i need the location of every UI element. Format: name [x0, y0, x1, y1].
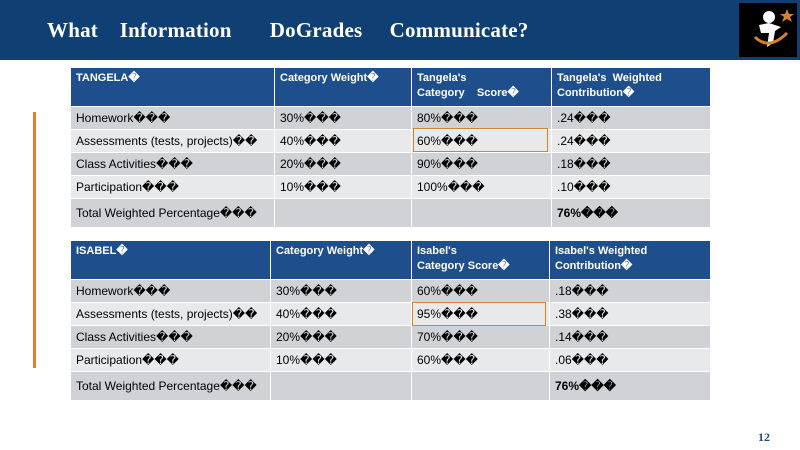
header-contribution: Isabel's Weighted Contribution�: [550, 241, 711, 280]
logo-icon: [739, 3, 797, 57]
score-cell: 70%���: [412, 326, 550, 349]
weight-cell: 40%���: [271, 303, 412, 326]
table-row: [71, 280, 711, 303]
weight-cell: 20%���: [271, 326, 412, 349]
score-cell: 60%���: [412, 280, 550, 303]
weight-cell: 10%���: [275, 176, 412, 199]
weight-cell: 20%���: [275, 153, 412, 176]
total-label: Total Weighted Percentage���: [71, 199, 275, 228]
contribution-cell: .18���: [550, 280, 711, 303]
category-cell: Class Activities���: [71, 326, 271, 349]
contribution-cell: .06���: [550, 349, 711, 372]
category-cell: Assessments (tests, projects)��: [71, 130, 275, 153]
category-cell: Class Activities���: [71, 153, 275, 176]
accent-line: [33, 112, 36, 368]
score-cell: 80%���: [412, 107, 552, 130]
weight-cell: 30%���: [275, 107, 412, 130]
slide-title: What Information DoGrades Communicate?: [47, 18, 529, 42]
empty-cell: [412, 199, 552, 228]
score-cell: 100%���: [412, 176, 552, 199]
header-name: ISABEL�: [71, 241, 271, 280]
header-score: Isabel's Category Score�: [412, 241, 550, 280]
header-weight: Category Weight�: [275, 68, 412, 107]
table-header: [71, 68, 711, 107]
category-cell: Participation���: [71, 176, 275, 199]
title-bar: [0, 0, 800, 60]
header-contribution: Tangela's Weighted Contribution�: [552, 68, 711, 107]
empty-cell: [271, 372, 412, 401]
table-row: [71, 349, 711, 372]
weight-cell: 30%���: [271, 280, 412, 303]
tangela-table: [70, 67, 711, 228]
weight-cell: 40%���: [275, 130, 412, 153]
total-row: [71, 372, 711, 401]
table-header: [71, 241, 711, 280]
total-row: [71, 199, 711, 228]
empty-cell: [412, 372, 550, 401]
page-number: 12: [758, 430, 770, 444]
score-cell: 60%���: [412, 130, 552, 153]
weight-cell: 10%���: [271, 349, 412, 372]
score-cell: 90%���: [412, 153, 552, 176]
contribution-cell: .38���: [550, 303, 711, 326]
header-weight: Category Weight�: [271, 241, 412, 280]
header-score: Tangela's Category Score�: [412, 68, 552, 107]
table-row: [71, 326, 711, 349]
header-name: TANGELA�: [71, 68, 275, 107]
category-cell: Assessments (tests, projects)��: [71, 303, 271, 326]
highlight-box: [413, 128, 548, 152]
score-cell: 95%���: [412, 303, 550, 326]
table-row: [71, 153, 711, 176]
table-row: [71, 176, 711, 199]
isabel-table: [70, 240, 711, 401]
empty-cell: [275, 199, 412, 228]
table-row: [71, 130, 711, 153]
highlight-box: [412, 302, 546, 326]
contribution-cell: .24���: [552, 130, 711, 153]
total-label: Total Weighted Percentage���: [71, 372, 271, 401]
table-row: [71, 107, 711, 130]
contribution-cell: .18���: [552, 153, 711, 176]
contribution-cell: .14���: [550, 326, 711, 349]
contribution-cell: .24���: [552, 107, 711, 130]
total-value: 76%���: [550, 372, 711, 401]
contribution-cell: .10���: [552, 176, 711, 199]
category-cell: Participation���: [71, 349, 271, 372]
score-cell: 60%���: [412, 349, 550, 372]
total-value: 76%���: [552, 199, 711, 228]
category-cell: Homework���: [71, 280, 271, 303]
category-cell: Homework���: [71, 107, 275, 130]
table-row: [71, 303, 711, 326]
